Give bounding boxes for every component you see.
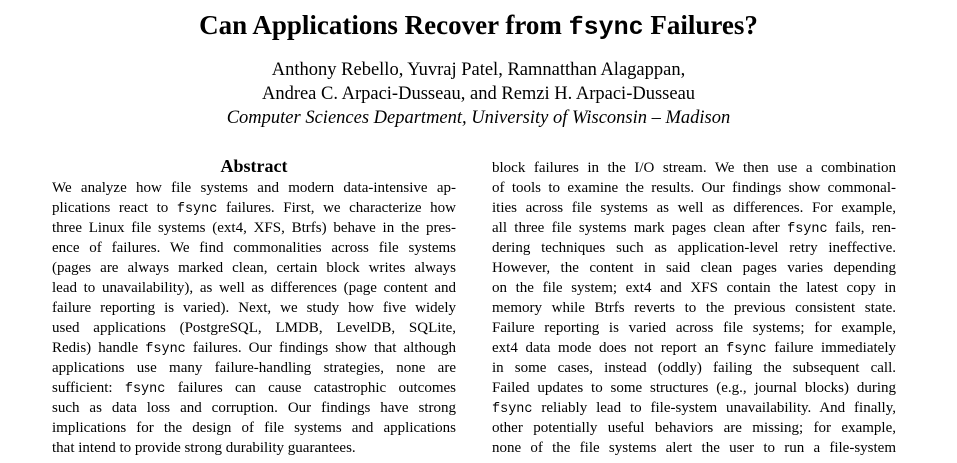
text-line (492, 438, 896, 458)
text-run: memory while Btrfs reverts to the previous consistent state. (492, 300, 896, 316)
text-line (492, 378, 896, 398)
text-run: implications for the design of file systems and applications (52, 420, 456, 436)
text-run: failures. First, we characterize how (217, 200, 456, 216)
text-line (492, 158, 896, 178)
text-run: three Linux file systems (ext4, XFS, Btrfs) behave in the pres- (52, 220, 456, 236)
text-run: ext4 data mode does not report an (492, 340, 727, 356)
text-run: failures can cause catastrophic outcomes (165, 380, 456, 396)
text-line (52, 318, 456, 338)
text-line (492, 258, 896, 278)
text-line (52, 338, 456, 358)
text-line (492, 178, 896, 198)
text-run: all three file systems mark pages clean after (492, 220, 788, 236)
authors-line-2: Andrea C. Arpaci-Dusseau, and Remzi H. Arpaci-Dusseau (261, 84, 696, 104)
text-run: ities across file systems as well as differences. For example, (492, 200, 896, 216)
text-run: that intend to provide strong durability guarantees. (52, 440, 356, 456)
text-line (52, 218, 456, 238)
text-run: on the file system; ext4 and XFS contain the latest copy in (492, 280, 896, 296)
text-run: reliably lead to file-system unavailability. And finally, (532, 400, 896, 416)
text-line (492, 238, 896, 258)
text-run: However, the content in said clean pages varies depending (492, 260, 896, 276)
title-text-pre: Can Applications Recover from (199, 10, 569, 40)
inline-code: fsync (145, 342, 186, 357)
affiliation: Computer Sciences Department, University of Wisconsin – Madison (226, 108, 731, 128)
text-line (52, 198, 456, 218)
text-run: such as data loss and corruption. Our findings have strong (52, 400, 456, 416)
paper-title (0, 8, 957, 45)
text-line (52, 258, 456, 278)
text-run: We analyze how file systems and modern data-intensive ap- (52, 180, 456, 196)
text-line (492, 198, 896, 218)
text-run: failure immediately (766, 340, 896, 356)
text-run: failures. Our findings show that although (185, 340, 456, 356)
text-line (492, 338, 896, 358)
text-line (52, 298, 456, 318)
text-line (492, 358, 896, 378)
title-code: fsync (568, 13, 644, 42)
text-line (52, 378, 456, 398)
text-run: Failed updates to some structures (e.g., journal blocks) during (492, 380, 896, 396)
text-line (52, 438, 456, 458)
text-run: used applications (PostgreSQL, LMDB, LevelDB, SQLite, (52, 320, 456, 336)
text-run: sufficient: (52, 380, 125, 396)
text-line (52, 178, 456, 198)
text-line (52, 358, 456, 378)
inline-code: fsync (176, 202, 218, 217)
text-line (492, 398, 896, 418)
text-run: Failure reporting is varied across file systems; for example, (492, 320, 896, 336)
text-run: block failures in the I/O stream. We then use a combination (492, 160, 896, 176)
abstract-left-column (52, 178, 456, 458)
inline-code: fsync (726, 342, 767, 357)
text-run: Redis) handle (52, 340, 146, 356)
text-line (52, 398, 456, 418)
text-line (492, 218, 896, 238)
text-line (492, 418, 896, 438)
text-line (492, 298, 896, 318)
text-run: in some cases, instead (oddly) failing the subsequent call. (492, 360, 896, 376)
text-run: fails, ren- (827, 220, 896, 236)
text-run: lead to unavailability), as well as differences (page content and (52, 280, 456, 296)
text-run: failure reporting is varied). Next, we study how five widely (52, 300, 456, 316)
text-line (492, 318, 896, 338)
inline-code: fsync (787, 222, 828, 237)
text-line (52, 238, 456, 258)
text-run: dering techniques such as application-level retry ineffective. (492, 240, 896, 256)
author-block (0, 58, 957, 130)
text-line (52, 278, 456, 298)
title-text-post: Failures? (643, 10, 758, 40)
abstract-heading: Abstract (220, 156, 288, 176)
inline-code: fsync (492, 402, 533, 417)
text-run: applications use many failure-handling strategies, none are (52, 360, 456, 376)
text-run: (pages are always marked clean, certain block writes always (52, 260, 456, 276)
text-run: none of the file systems alert the user to run a file-system (492, 440, 896, 456)
text-run: plications react to (52, 200, 177, 216)
text-line (492, 278, 896, 298)
text-line (52, 418, 456, 438)
authors-line-1: Anthony Rebello, Yuvraj Patel, Ramnatthan Alagappan, (271, 60, 686, 80)
inline-code: fsync (124, 382, 166, 397)
text-run: of tools to examine the results. Our findings show commonal- (492, 180, 896, 196)
text-run: ence of failures. We find commonalities across file systems (52, 240, 456, 256)
text-run: other potentially useful behaviors are missing; for example, (492, 420, 896, 436)
abstract-right-column (492, 158, 896, 458)
